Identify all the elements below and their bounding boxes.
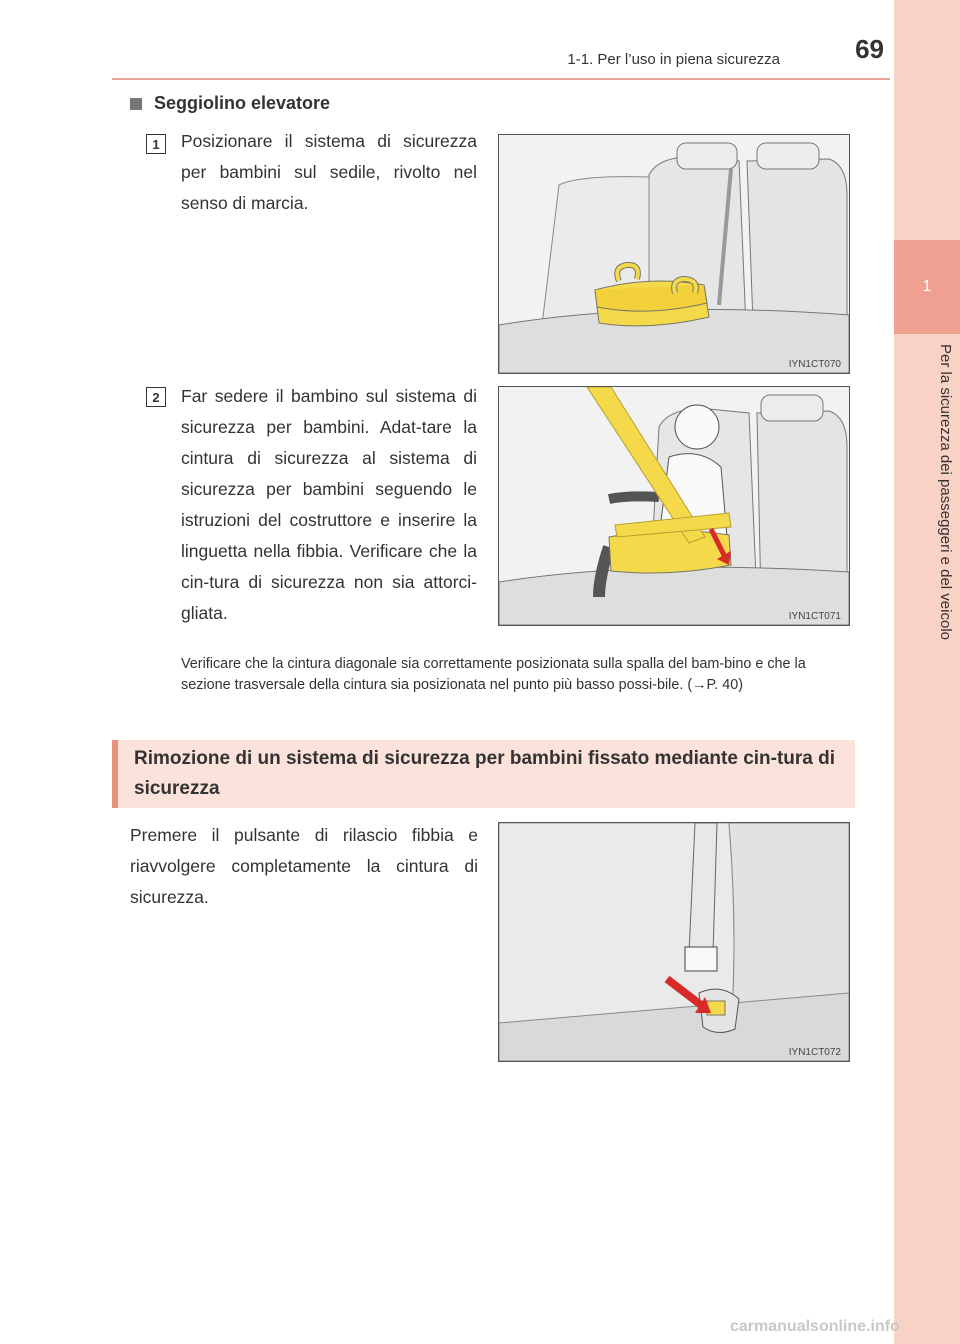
watermark: carmanualsonline.info [730,1318,900,1335]
step-text-1: Posizionare il sistema di sicurezza per bambini sul sedile, rivolto nel senso di marcia. [181,131,477,213]
step-number-1: 1 [146,134,166,154]
booster-note: Verificare che la cintura diagonale sia correttamente posizionata sulla spalla del bam-bino e che la sezione trasversale della cintura sia posizionata nel punto più basso possi-bile. (→P. 40) [181,656,806,693]
figure-child-on-booster [498,386,850,626]
step-text-2: Far sedere il bambino sul sistema di sicurezza per bambini. Adat-tare la cintura di sicurezza al sistema di sicurezza per bambini seguendo le istruzioni del costruttore e inserire la linguetta nella fibbia. Verificare che la cin-tura di sicurezza non sia attorci-gliata. [181,386,477,623]
figure-code-2: IYN1CT071 [788,611,841,622]
step-number-2: 2 [146,387,166,407]
child-booster-illustration [499,387,849,625]
chapter-title: Per la sicurezza dei passeggeri e del veicolo [937,344,954,640]
page-number: 69 [855,34,884,64]
figure-code-3: IYN1CT072 [788,1047,841,1058]
removal-text: Premere il pulsante di rilascio fibbia e riavvolgere completamente la cintura di sicurezza. [130,825,478,907]
chapter-tab [894,240,960,334]
figure-buckle-release [498,822,850,1062]
figure-booster-seat [498,134,850,374]
removal-title: Rimozione di un sistema di sicurezza per bambini fissato mediante cin-tura di sicurezza [134,748,836,799]
buckle-release-illustration [499,823,849,1061]
header-divider [112,78,890,80]
booster-subheading-text: Seggiolino elevatore [154,93,331,113]
side-tab-top [894,0,960,240]
booster-seat-illustration [499,135,849,373]
removal-banner [112,740,855,808]
square-bullet-icon [130,98,142,110]
chapter-number: 1 [922,278,932,295]
figure-code-1: IYN1CT070 [788,359,841,370]
booster-subheading [130,93,330,114]
section-title: 1-1. Per l’uso in piena sicurezza [567,51,780,68]
